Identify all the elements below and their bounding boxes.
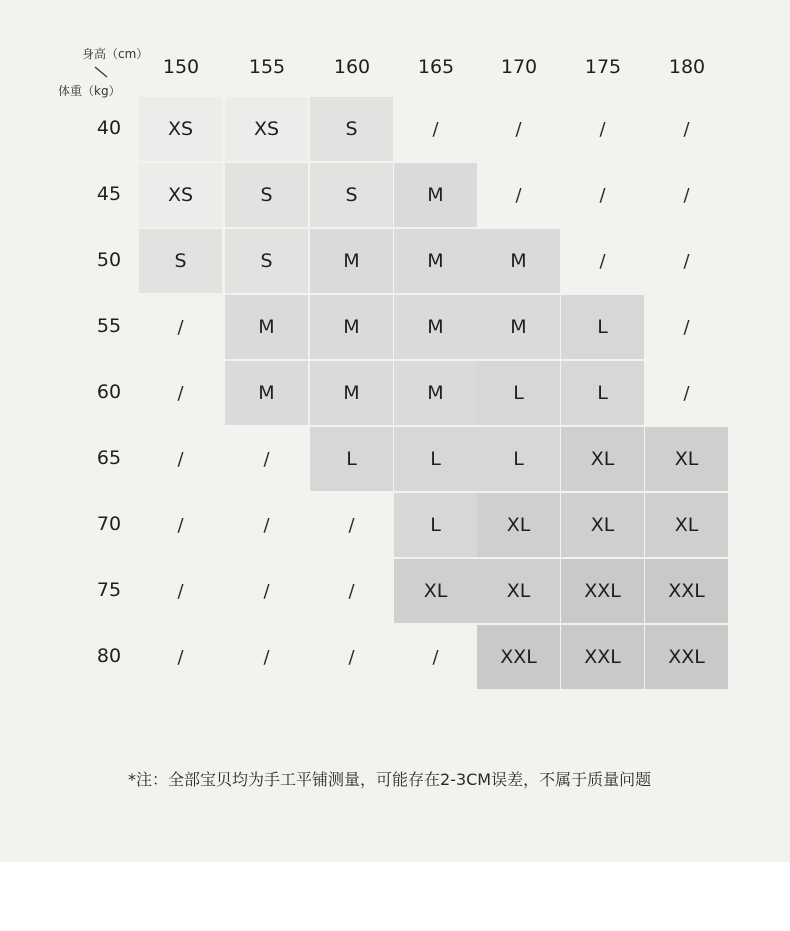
size-cell-70kg-180cm: XL <box>645 493 728 557</box>
size-cell-60kg-175cm: L <box>561 361 644 425</box>
size-cell-45kg-170cm: / <box>515 184 522 206</box>
size-cell-55kg-170cm: M <box>477 295 560 359</box>
height-header-175: 175 <box>584 56 622 78</box>
size-cell-40kg-170cm: / <box>515 118 522 140</box>
size-cell-75kg-170cm: XL <box>477 559 560 623</box>
size-cell-50kg-150cm: S <box>139 229 222 293</box>
weight-header-70: 70 <box>96 513 122 535</box>
size-cell-65kg-170cm: L <box>477 427 560 491</box>
corner-diagonal-line <box>95 67 107 77</box>
size-cell-70kg-150cm: / <box>177 514 184 536</box>
size-cell-65kg-175cm: XL <box>561 427 644 491</box>
weight-axis-label: 体重（kg） <box>58 84 121 98</box>
size-cell-75kg-160cm: / <box>348 580 355 602</box>
size-cell-75kg-155cm: / <box>263 580 270 602</box>
size-cell-50kg-160cm: M <box>310 229 393 293</box>
weight-header-80: 80 <box>96 645 122 667</box>
height-header-160: 160 <box>333 56 371 78</box>
size-cell-75kg-165cm: XL <box>394 559 477 623</box>
weight-header-65: 65 <box>96 447 122 469</box>
weight-header-40: 40 <box>96 117 122 139</box>
size-cell-55kg-175cm: L <box>561 295 644 359</box>
size-cell-80kg-175cm: XXL <box>561 625 644 689</box>
size-cell-75kg-180cm: XXL <box>645 559 728 623</box>
size-cell-55kg-180cm: / <box>683 316 690 338</box>
size-cell-45kg-150cm: XS <box>139 163 222 227</box>
size-cell-60kg-180cm: / <box>683 382 690 404</box>
size-cell-40kg-150cm: XS <box>139 97 222 161</box>
size-cell-45kg-165cm: M <box>394 163 477 227</box>
size-cell-55kg-165cm: M <box>394 295 477 359</box>
size-cell-75kg-150cm: / <box>177 580 184 602</box>
size-cell-70kg-155cm: / <box>263 514 270 536</box>
size-cell-80kg-170cm: XXL <box>477 625 560 689</box>
size-cell-70kg-170cm: XL <box>477 493 560 557</box>
size-cell-55kg-150cm: / <box>177 316 184 338</box>
height-header-180: 180 <box>668 56 706 78</box>
size-cell-45kg-160cm: S <box>310 163 393 227</box>
size-cell-50kg-155cm: S <box>225 229 308 293</box>
size-cell-55kg-160cm: M <box>310 295 393 359</box>
size-cell-70kg-165cm: L <box>394 493 477 557</box>
size-cell-80kg-150cm: / <box>177 646 184 668</box>
size-cell-70kg-175cm: XL <box>561 493 644 557</box>
size-cell-65kg-155cm: / <box>263 448 270 470</box>
size-cell-65kg-150cm: / <box>177 448 184 470</box>
weight-header-75: 75 <box>96 579 122 601</box>
size-cell-60kg-165cm: M <box>394 361 477 425</box>
size-cell-70kg-160cm: / <box>348 514 355 536</box>
size-cell-55kg-155cm: M <box>225 295 308 359</box>
size-cell-60kg-155cm: M <box>225 361 308 425</box>
weight-header-50: 50 <box>96 249 122 271</box>
size-cell-50kg-165cm: M <box>394 229 477 293</box>
size-cell-45kg-180cm: / <box>683 184 690 206</box>
height-header-170: 170 <box>500 56 538 78</box>
measurement-note: *注：全部宝贝均为手工平铺测量，可能存在2-3CM误差，不属于质量问题 <box>128 770 652 789</box>
size-cell-40kg-175cm: / <box>599 118 606 140</box>
size-cell-80kg-155cm: / <box>263 646 270 668</box>
size-cell-45kg-175cm: / <box>599 184 606 206</box>
height-header-150: 150 <box>162 56 200 78</box>
height-header-165: 165 <box>417 56 455 78</box>
size-cell-50kg-175cm: / <box>599 250 606 272</box>
size-cell-65kg-160cm: L <box>310 427 393 491</box>
size-cell-60kg-160cm: M <box>310 361 393 425</box>
size-cell-40kg-165cm: / <box>432 118 439 140</box>
weight-header-60: 60 <box>96 381 122 403</box>
size-cell-40kg-155cm: XS <box>225 97 308 161</box>
size-cell-45kg-155cm: S <box>225 163 308 227</box>
size-cell-40kg-180cm: / <box>683 118 690 140</box>
size-cell-75kg-175cm: XXL <box>561 559 644 623</box>
size-cell-60kg-150cm: / <box>177 382 184 404</box>
size-cell-50kg-170cm: M <box>477 229 560 293</box>
weight-header-55: 55 <box>96 315 122 337</box>
size-cell-65kg-165cm: L <box>394 427 477 491</box>
height-axis-label: 身高（cm） <box>82 47 149 61</box>
size-cell-40kg-160cm: S <box>310 97 393 161</box>
height-header-155: 155 <box>248 56 286 78</box>
size-cell-65kg-180cm: XL <box>645 427 728 491</box>
weight-header-45: 45 <box>96 183 122 205</box>
size-cell-80kg-180cm: XXL <box>645 625 728 689</box>
size-cell-80kg-160cm: / <box>348 646 355 668</box>
size-cell-60kg-170cm: L <box>477 361 560 425</box>
size-cell-50kg-180cm: / <box>683 250 690 272</box>
size-cell-80kg-165cm: / <box>432 646 439 668</box>
